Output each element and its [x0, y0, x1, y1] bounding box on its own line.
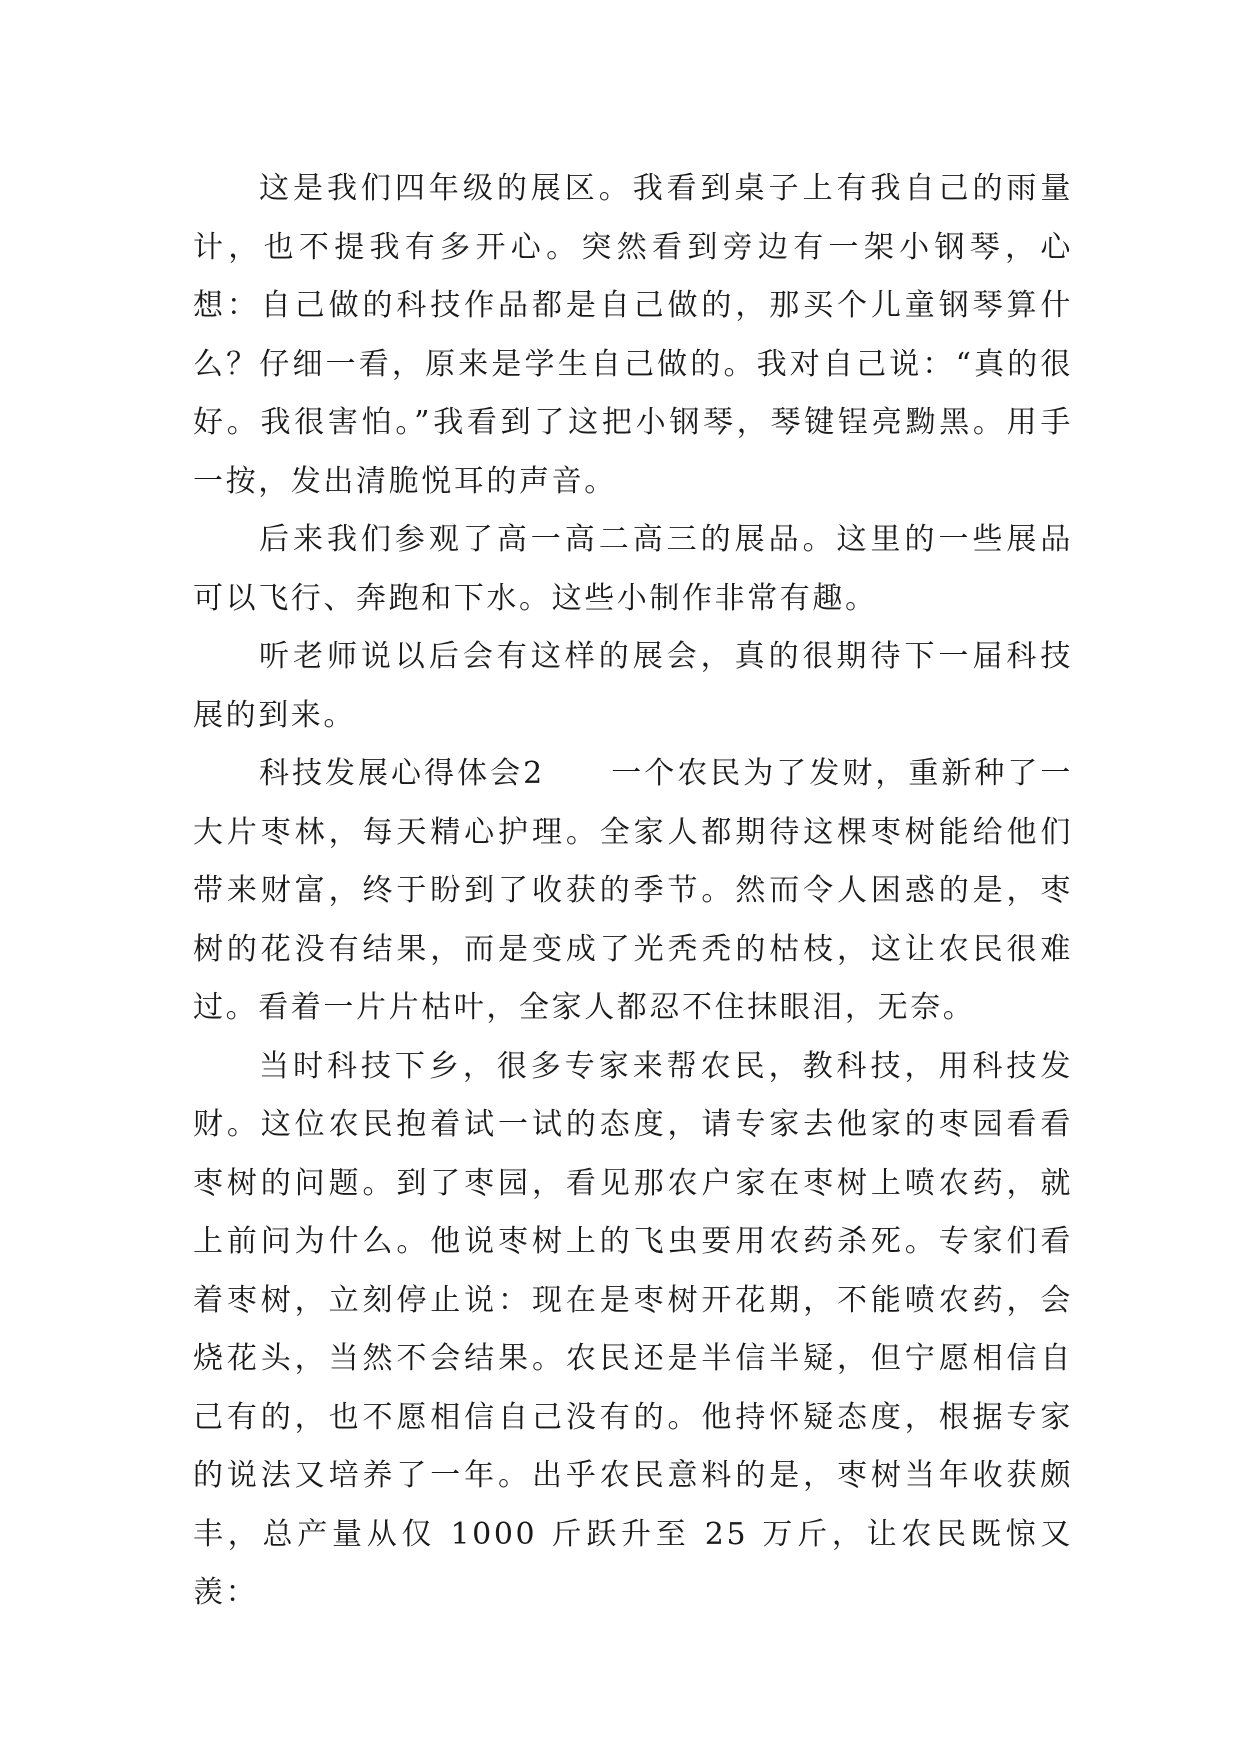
paragraph: 这是我们四年级的展区。我看到桌子上有我自己的雨量计，也不提我有多开心。突然看到旁边有一架小钢琴，心想：自己做的科技作品都是自己做的，那买个儿童钢琴算什么？仔细一看，原来是学生自己做的。我对自己说：“真的很好。我很害怕。”我看到了这把小钢琴，琴键锃亮黝黑。用手一按，发出清脆悦耳的声音。: [193, 171, 1073, 499]
paragraph: 科技发展心得体会2 一个农民为了发财，重新种了一大片枣林，每天精心护理。全家人都期待这棵枣树能给他们带来财富，终于盼到了收获的季节。然而令人困惑的是，枣树的花没有结果，而是变成了光秃秃的枯枝，这让农民很难过。看着一片片枯叶，全家人都忍不住抹眼泪，无奈。: [193, 756, 1073, 1025]
document-body: [193, 160, 1073, 1623]
paragraph: 当时科技下乡，很多专家来帮农民，教科技，用科技发财。这位农民抱着试一试的态度，请专家去他家的枣园看看枣树的问题。到了枣园，看见那农户家在枣树上喷农药，就上前问为什么。他说枣树上的飞虫要用农药杀死。专家们看着枣树，立刻停止说：现在是枣树开花期，不能喷农药，会烧花头，当然不会结果。农民还是半信半疑，但宁愿相信自己有的，也不愿相信自己没有的。他持怀疑态度，根据专家的说法又培养了一年。出乎农民意料的是，枣树当年收获颇丰，总产量从仅 1000 斤跃升至 25 万斤，让农民既惊又羡：: [193, 1048, 1073, 1610]
paragraph: 后来我们参观了高一高二高三的展品。这里的一些展品可以飞行、奔跑和下水。这些小制作非常有趣。: [193, 522, 1073, 616]
paragraph: 听老师说以后会有这样的展会，真的很期待下一届科技展的到来。: [193, 639, 1073, 733]
